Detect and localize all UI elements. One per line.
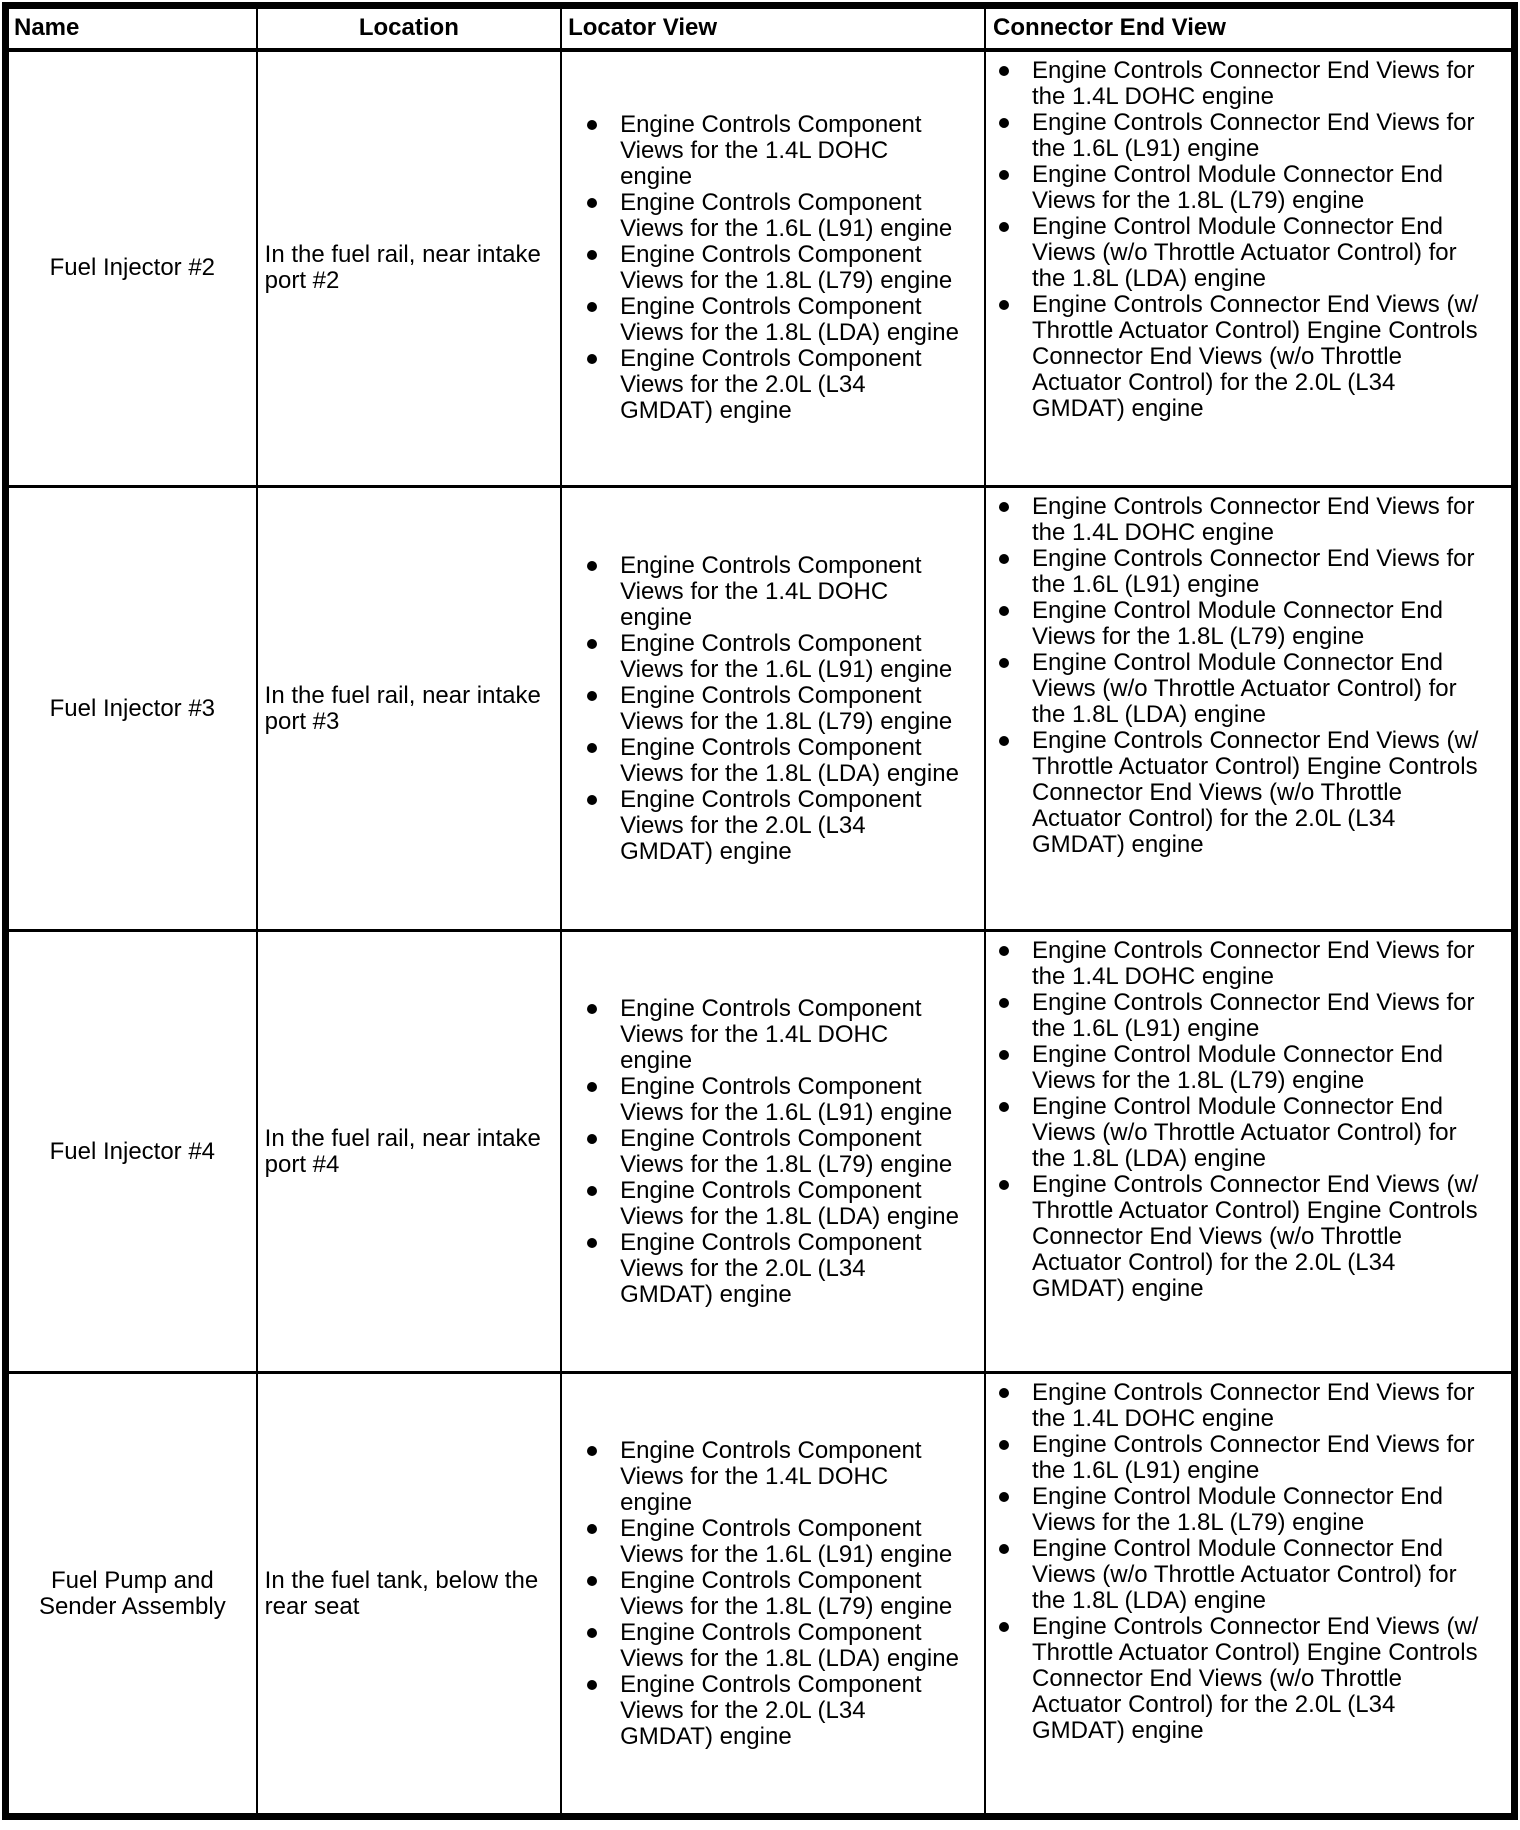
component-name: Fuel Pump and Sender Assembly	[6, 1373, 257, 1817]
bullet-list-item	[1032, 938, 1487, 990]
connector-end-view-list	[1032, 58, 1487, 422]
locator-view-list	[620, 112, 963, 424]
bullet-icon	[999, 1050, 1009, 1060]
bullet-icon	[587, 1238, 597, 1248]
bullet-list-item	[1032, 1536, 1487, 1614]
component-location: In the fuel rail, near intake port #4	[257, 931, 561, 1373]
bullet-icon	[587, 691, 597, 701]
bullet-item-text: Engine Controls Connector End Views for the 1.6L (L91) engine	[1032, 108, 1475, 162]
bullet-item-text: Engine Controls Connector End Views for the 1.6L (L91) engine	[1032, 989, 1475, 1042]
column-header-locator-view: Locator View	[561, 6, 985, 50]
bullet-item-text: Engine Controls Component Views for the 1.8L (LDA) engine	[620, 1176, 959, 1230]
bullet-list-item	[620, 1178, 963, 1230]
bullet-icon	[999, 66, 1009, 76]
bullet-list-item	[1032, 728, 1487, 858]
bullet-item-text: Engine Control Module Connector End Views (w/o Throttle Actuator Control) for the 1.8L (LDA) engine	[1032, 1093, 1457, 1172]
bullet-list-item	[1032, 58, 1487, 110]
bullet-icon	[587, 354, 597, 364]
table-row-fuel-injector-2	[6, 50, 1515, 487]
bullet-item-text: Engine Controls Component Views for the 1.4L DOHC engine	[620, 1436, 922, 1516]
connector-end-view-list	[1032, 938, 1487, 1302]
bullet-item-text: Engine Controls Component Views for the 2.0L (L34 GMDAT) engine	[620, 1228, 922, 1308]
bullet-icon	[999, 554, 1009, 564]
bullet-list-item	[620, 346, 963, 424]
bullet-icon	[999, 1440, 1009, 1450]
bullet-item-text: Engine Controls Component Views for the 1.8L (L79) engine	[620, 681, 953, 735]
locator-view-list	[620, 553, 963, 865]
bullet-list-item	[620, 1516, 963, 1568]
connector-end-view-cell	[985, 931, 1514, 1373]
bullet-list-item	[620, 242, 963, 294]
header-row	[6, 6, 1515, 50]
bullet-list-item	[1032, 292, 1487, 422]
locator-view-cell	[561, 1373, 985, 1817]
bullet-list-item	[1032, 1614, 1487, 1744]
bullet-list-item	[620, 735, 963, 787]
bullet-item-text: Engine Controls Component Views for the 1.6L (L91) engine	[620, 1514, 953, 1568]
bullet-icon	[587, 795, 597, 805]
bullet-list-item	[620, 112, 963, 190]
bullet-icon	[999, 998, 1009, 1008]
bullet-list-item	[1032, 214, 1487, 292]
bullet-item-text: Engine Controls Connector End Views (w/ Throttle Actuator Control) Engine Controls Connector End Views (w/o Throttle Actuator Control) for the 2.0L (L34 GMDAT) engine	[1032, 1613, 1479, 1744]
column-header-name: Name	[6, 6, 257, 50]
bullet-icon	[999, 118, 1009, 128]
bullet-item-text: Engine Controls Component Views for the 1.4L DOHC engine	[620, 111, 922, 191]
bullet-list-item	[620, 1230, 963, 1308]
locator-view-list	[620, 1438, 963, 1750]
bullet-icon	[999, 1180, 1009, 1190]
bullet-icon	[587, 561, 597, 571]
table-row-fuel-injector-3	[6, 487, 1515, 931]
bullet-list-item	[1032, 110, 1487, 162]
bullet-item-text: Engine Control Module Connector End Views (w/o Throttle Actuator Control) for the 1.8L (LDA) engine	[1032, 212, 1457, 292]
bullet-item-text: Engine Controls Component Views for the 2.0L (L34 GMDAT) engine	[620, 1670, 922, 1750]
bullet-item-text: Engine Controls Connector End Views for the 1.4L DOHC engine	[1032, 937, 1475, 990]
component-location: In the fuel rail, near intake port #3	[257, 487, 561, 931]
locator-view-cell	[561, 50, 985, 487]
bullet-item-text: Engine Controls Connector End Views for the 1.6L (L91) engine	[1032, 545, 1475, 598]
bullet-list-item	[1032, 650, 1487, 728]
table-row-fuel-pump-and-sender-assembly	[6, 1373, 1515, 1817]
bullet-icon	[587, 743, 597, 753]
component-location: In the fuel rail, near intake port #2	[257, 50, 561, 487]
bullet-list-item	[1032, 598, 1487, 650]
component-name: Fuel Injector #3	[6, 487, 257, 931]
bullet-list-item	[620, 1438, 963, 1516]
connector-end-view-cell	[985, 50, 1514, 487]
locator-view-cell	[561, 931, 985, 1373]
bullet-item-text: Engine Controls Component Views for the 1.8L (L79) engine	[620, 1566, 953, 1620]
bullet-item-text: Engine Control Module Connector End Views for the 1.8L (L79) engine	[1032, 1041, 1443, 1094]
table-row-fuel-injector-4	[6, 931, 1515, 1373]
bullet-item-text: Engine Controls Component Views for the 1.4L DOHC engine	[620, 551, 922, 631]
bullet-list-item	[1032, 546, 1487, 598]
bullet-item-text: Engine Controls Connector End Views for the 1.4L DOHC engine	[1032, 1379, 1475, 1432]
bullet-list-item	[1032, 1432, 1487, 1484]
bullet-icon	[999, 1544, 1009, 1554]
bullet-icon	[587, 1082, 597, 1092]
bullet-list-item	[1032, 1094, 1487, 1172]
component-location: In the fuel tank, below the rear seat	[257, 1373, 561, 1817]
bullet-icon	[999, 1388, 1009, 1398]
bullet-icon	[999, 502, 1009, 512]
bullet-list-item	[1032, 1172, 1487, 1302]
bullet-icon	[587, 198, 597, 208]
bullet-list-item	[620, 631, 963, 683]
bullet-list-item	[620, 1074, 963, 1126]
bullet-item-text: Engine Controls Component Views for the 1.6L (L91) engine	[620, 629, 953, 683]
bullet-icon	[587, 250, 597, 260]
bullet-list-item	[620, 190, 963, 242]
component-locator-table	[2, 2, 1518, 1820]
bullet-icon	[999, 1492, 1009, 1502]
bullet-item-text: Engine Control Module Connector End Views for the 1.8L (L79) engine	[1032, 160, 1443, 214]
bullet-list-item	[1032, 1484, 1487, 1536]
bullet-item-text: Engine Controls Component Views for the 1.8L (L79) engine	[620, 1124, 953, 1178]
connector-end-view-cell	[985, 1373, 1514, 1817]
bullet-icon	[587, 639, 597, 649]
bullet-item-text: Engine Control Module Connector End Views (w/o Throttle Actuator Control) for the 1.8L (LDA) engine	[1032, 1535, 1457, 1614]
bullet-item-text: Engine Control Module Connector End Views for the 1.8L (L79) engine	[1032, 1483, 1443, 1536]
bullet-item-text: Engine Control Module Connector End Views (w/o Throttle Actuator Control) for the 1.8L (LDA) engine	[1032, 649, 1457, 728]
bullet-item-text: Engine Controls Connector End Views for the 1.4L DOHC engine	[1032, 493, 1475, 546]
bullet-list-item	[1032, 1380, 1487, 1432]
bullet-icon	[587, 1004, 597, 1014]
component-name: Fuel Injector #2	[6, 50, 257, 487]
bullet-icon	[999, 1102, 1009, 1112]
column-header-connector-end-view: Connector End View	[985, 6, 1514, 50]
bullet-icon	[999, 222, 1009, 232]
bullet-list-item	[620, 294, 963, 346]
bullet-item-text: Engine Controls Connector End Views for the 1.4L DOHC engine	[1032, 56, 1475, 110]
bullet-item-text: Engine Controls Component Views for the 1.4L DOHC engine	[620, 994, 922, 1074]
bullet-list-item	[1032, 1042, 1487, 1094]
bullet-icon	[587, 1680, 597, 1690]
bullet-list-item	[1032, 494, 1487, 546]
bullet-list-item	[620, 553, 963, 631]
bullet-list-item	[1032, 990, 1487, 1042]
bullet-icon	[999, 946, 1009, 956]
bullet-list-item	[620, 1126, 963, 1178]
bullet-item-text: Engine Controls Connector End Views for the 1.6L (L91) engine	[1032, 1431, 1475, 1484]
bullet-icon	[587, 1628, 597, 1638]
bullet-item-text: Engine Controls Connector End Views (w/ Throttle Actuator Control) Engine Controls Connector End Views (w/o Throttle Actuator Control) for the 2.0L (L34 GMDAT) engine	[1032, 727, 1479, 858]
bullet-item-text: Engine Controls Component Views for the 1.8L (L79) engine	[620, 241, 953, 295]
bullet-icon	[587, 1446, 597, 1456]
column-header-location: Location	[257, 6, 561, 50]
bullet-icon	[587, 1134, 597, 1144]
bullet-icon	[587, 1576, 597, 1586]
bullet-list-item	[620, 996, 963, 1074]
bullet-list-item	[620, 683, 963, 735]
bullet-item-text: Engine Controls Component Views for the 2.0L (L34 GMDAT) engine	[620, 785, 922, 865]
bullet-item-text: Engine Controls Component Views for the 1.6L (L91) engine	[620, 1072, 953, 1126]
bullet-item-text: Engine Controls Component Views for the 1.6L (L91) engine	[620, 189, 953, 243]
bullet-icon	[587, 120, 597, 130]
bullet-item-text: Engine Controls Component Views for the 1.8L (LDA) engine	[620, 1618, 959, 1672]
bullet-icon	[999, 1622, 1009, 1632]
bullet-icon	[587, 1186, 597, 1196]
connector-end-view-list	[1032, 494, 1487, 858]
bullet-item-text: Engine Controls Component Views for the 2.0L (L34 GMDAT) engine	[620, 345, 922, 425]
bullet-list-item	[1032, 162, 1487, 214]
bullet-list-item	[620, 1568, 963, 1620]
bullet-item-text: Engine Controls Component Views for the 1.8L (LDA) engine	[620, 293, 959, 347]
bullet-icon	[999, 300, 1009, 310]
bullet-icon	[999, 170, 1009, 180]
locator-view-cell	[561, 487, 985, 931]
connector-end-view-cell	[985, 487, 1514, 931]
bullet-icon	[999, 606, 1009, 616]
bullet-item-text: Engine Control Module Connector End Views for the 1.8L (L79) engine	[1032, 597, 1443, 650]
bullet-item-text: Engine Controls Component Views for the 1.8L (LDA) engine	[620, 733, 959, 787]
bullet-icon	[999, 736, 1009, 746]
component-name: Fuel Injector #4	[6, 931, 257, 1373]
bullet-icon	[587, 302, 597, 312]
bullet-item-text: Engine Controls Connector End Views (w/ Throttle Actuator Control) Engine Controls Connector End Views (w/o Throttle Actuator Control) for the 2.0L (L34 GMDAT) engine	[1032, 1171, 1479, 1302]
connector-end-view-list	[1032, 1380, 1487, 1744]
bullet-item-text: Engine Controls Connector End Views (w/ Throttle Actuator Control) Engine Controls Connector End Views (w/o Throttle Actuator Control) for the 2.0L (L34 GMDAT) engine	[1032, 290, 1479, 422]
bullet-list-item	[620, 787, 963, 865]
bullet-icon	[587, 1524, 597, 1534]
bullet-icon	[999, 658, 1009, 668]
locator-view-list	[620, 996, 963, 1308]
bullet-list-item	[620, 1620, 963, 1672]
bullet-list-item	[620, 1672, 963, 1750]
